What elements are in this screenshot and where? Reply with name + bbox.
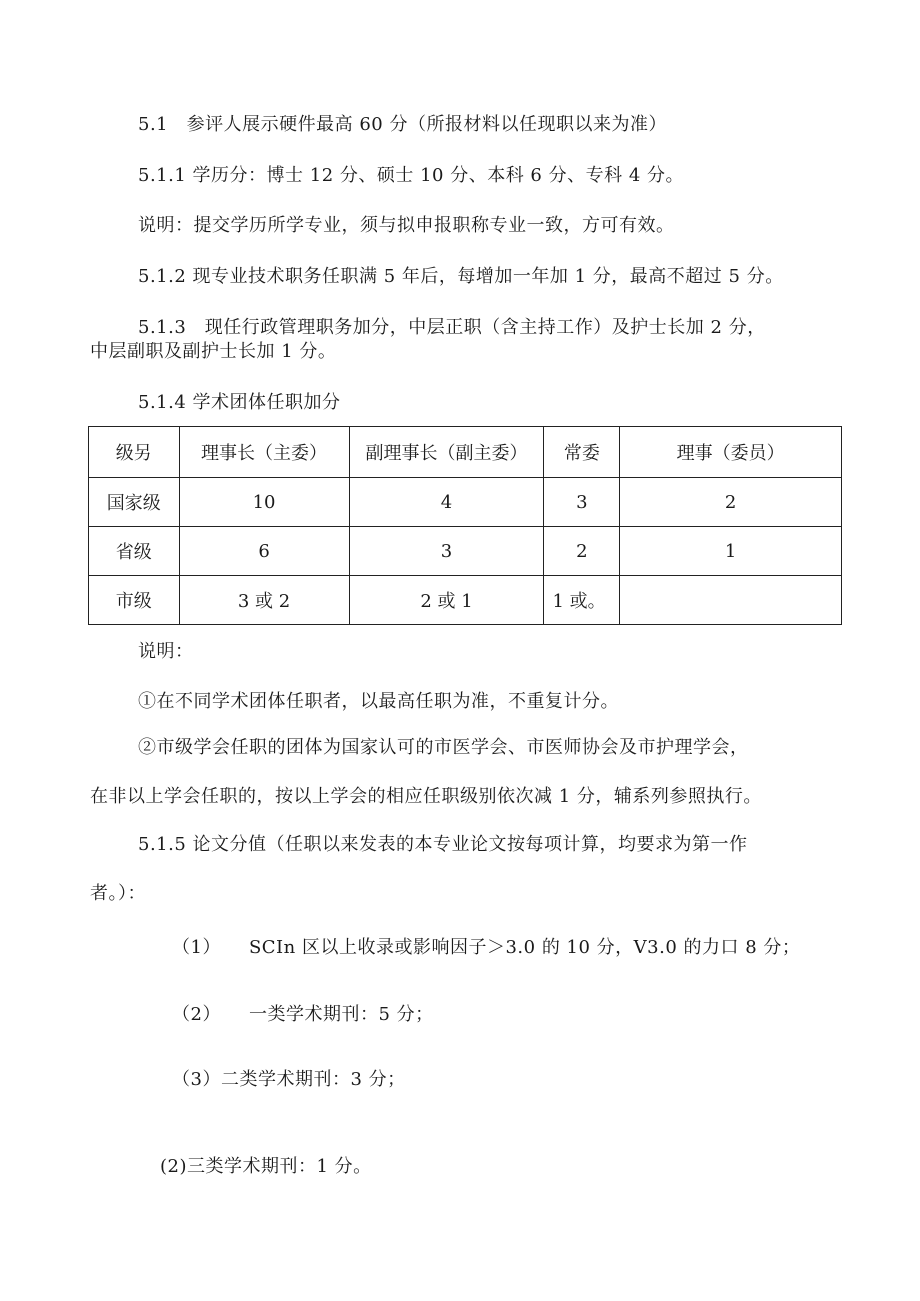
table-cell: 1 或。 xyxy=(544,576,620,625)
table-cell-level: 国家级 xyxy=(89,478,180,527)
table-cell xyxy=(620,576,842,625)
paper-item-1: （1） SCIn 区以上收录或影响因子＞3.0 的 10 分，V3.0 的力口 8 分； xyxy=(172,937,801,958)
section-5-1-3-admin-line2: 中层副职及副护士长加 1 分。 xyxy=(90,341,337,362)
table-row xyxy=(89,527,842,576)
table-row xyxy=(89,576,842,625)
table-cell: 10 xyxy=(179,478,349,527)
section-5-1-2-tenure: 5.1.2 现专业技术职务任职满 5 年后，每增加一年加 1 分，最高不超过 5 分。 xyxy=(138,266,784,287)
table-row xyxy=(89,478,842,527)
table-header-row xyxy=(89,427,842,478)
table-cell: 2 xyxy=(544,527,620,576)
academic-note-2-line2: 在非以上学会任职的，按以上学会的相应任职级别依次减 1 分，辅系列参照执行。 xyxy=(90,786,762,807)
paper-item-3: （3）二类学术期刊：3 分； xyxy=(172,1069,406,1090)
table-cell: 6 xyxy=(179,527,349,576)
academic-note-1: ①在不同学术团体任职者，以最高任职为准，不重复计分。 xyxy=(138,691,619,712)
table-cell-level: 省级 xyxy=(89,527,180,576)
section-5-1-5-papers-line1: 5.1.5 论文分值（任职以来发表的本专业论文按每项计算，均要求为第一作 xyxy=(138,834,748,855)
table-cell: 3 或 2 xyxy=(179,576,349,625)
table-cell: 3 xyxy=(544,478,620,527)
section-5-1-3-admin-line1: 5.1.3 现任行政管理职务加分，中层正职（含主持工作）及护士长加 2 分， xyxy=(138,317,766,338)
paper-item-4: (2)三类学术期刊：1 分。 xyxy=(160,1156,372,1177)
section-5-1-5-papers-line2: 者。）： xyxy=(90,883,146,904)
table-header-cell: 理事（委员） xyxy=(620,427,842,478)
table-cell: 2 xyxy=(620,478,842,527)
table-header-cell: 理事长（主委） xyxy=(179,427,349,478)
section-5-1-1-education: 5.1.1 学历分：博士 12 分、硕士 10 分、本科 6 分、专科 4 分。 xyxy=(138,165,685,186)
table-header-cell: 级另 xyxy=(89,427,180,478)
table-header-cell: 常委 xyxy=(544,427,620,478)
paper-item-2: （2） 一类学术期刊：5 分； xyxy=(172,1004,434,1025)
section-5-1-4-academic: 5.1.4 学术团体任职加分 xyxy=(138,392,341,413)
academic-note-label: 说明： xyxy=(138,641,194,662)
table-header-cell: 副理事长（副主委） xyxy=(349,427,544,478)
table-cell: 2 或 1 xyxy=(349,576,544,625)
table-cell-level: 市级 xyxy=(89,576,180,625)
section-5-1-title: 5.1 参评人展示硬件最高 60 分（所报材料以任现职以来为准） xyxy=(138,114,667,135)
table-cell: 1 xyxy=(620,527,842,576)
education-note: 说明：提交学历所学专业，须与拟申报职称专业一致，方可有效。 xyxy=(138,215,675,236)
academic-position-table xyxy=(88,426,842,625)
table-cell: 4 xyxy=(349,478,544,527)
academic-note-2-line1: ②市级学会任职的团体为国家认可的市医学会、市医师协会及市护理学会， xyxy=(138,737,749,758)
table-cell: 3 xyxy=(349,527,544,576)
